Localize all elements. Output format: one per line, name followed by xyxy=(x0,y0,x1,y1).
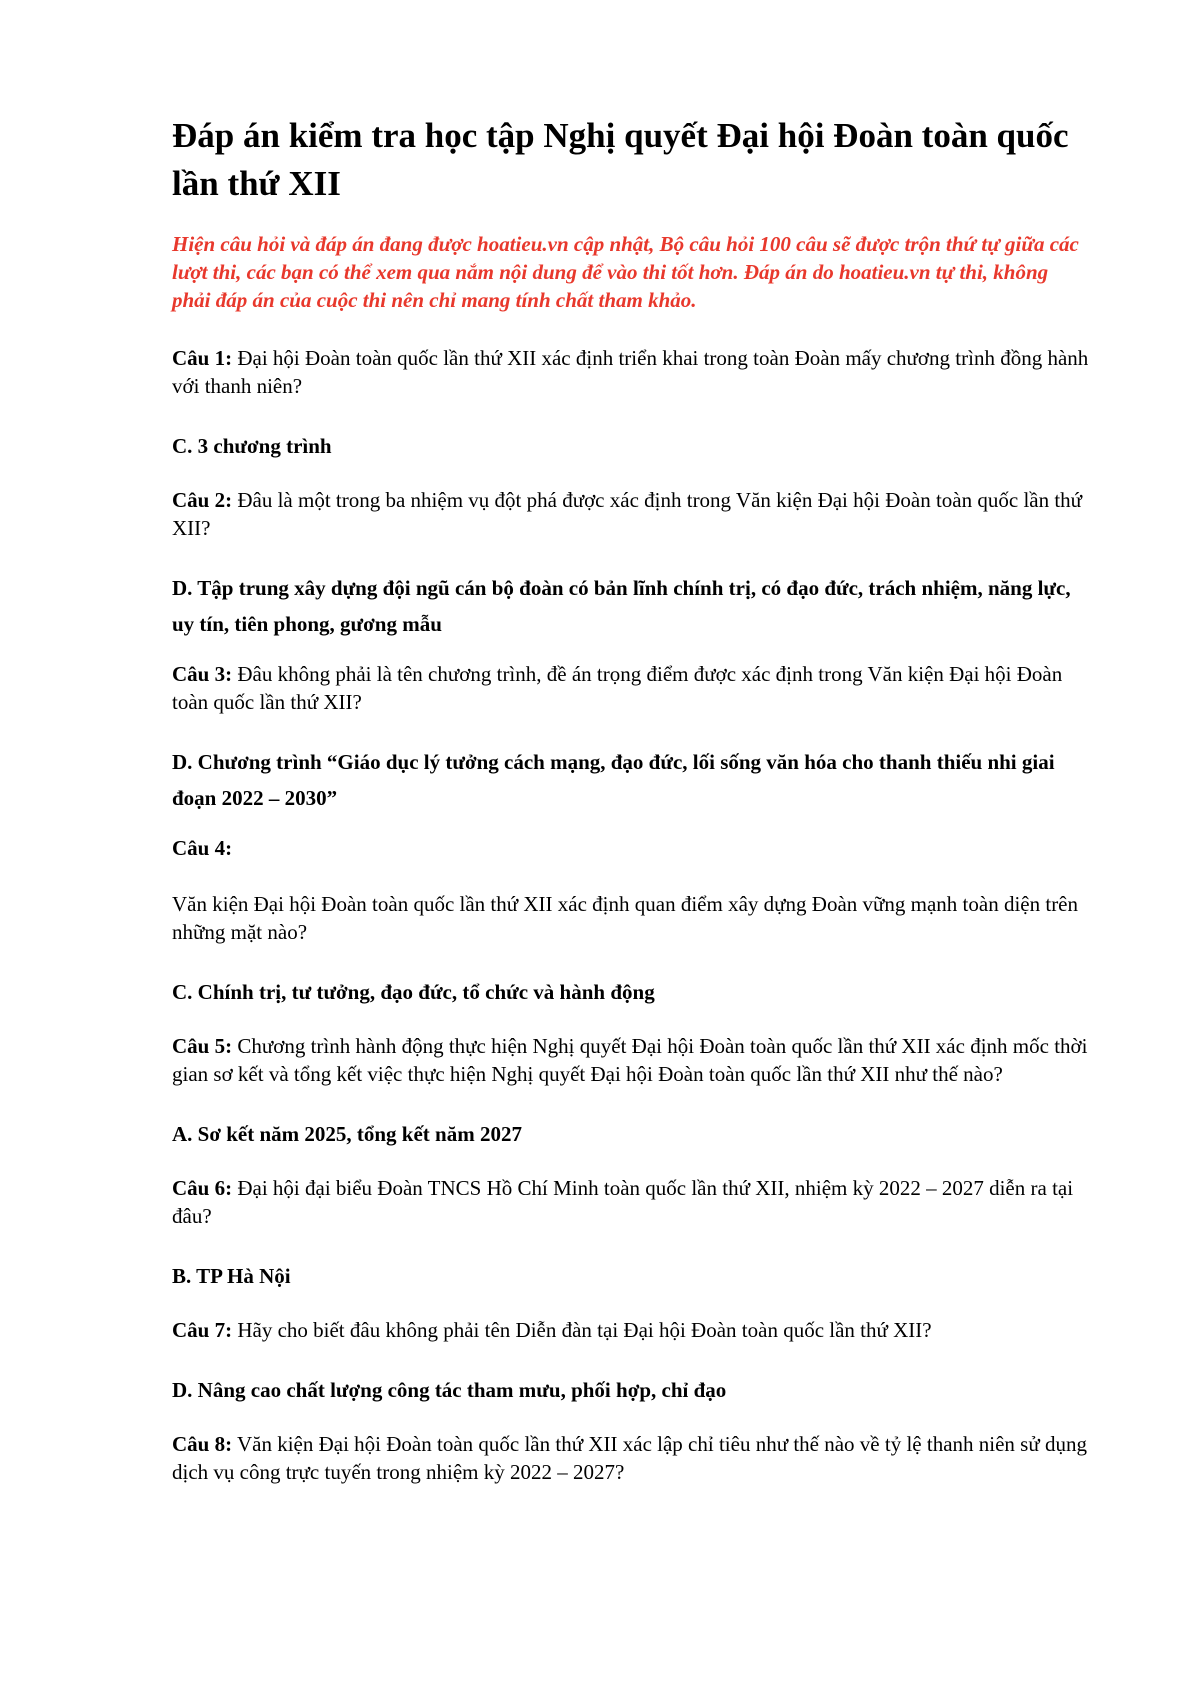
question-text: Đâu không phải là tên chương trình, đề án trọng điểm được xác định trong Văn kiện Đại hội Đoàn toàn quốc lần thứ XII? xyxy=(172,662,1063,714)
answer-7: D. Nâng cao chất lượng công tác tham mưu, phối hợp, chỉ đạo xyxy=(172,1378,727,1402)
question-label: Câu 2: xyxy=(172,488,233,512)
question-3 xyxy=(172,660,1090,716)
question-1 xyxy=(172,344,1090,400)
question-label: Câu 5: xyxy=(172,1034,233,1058)
answer-1: C. 3 chương trình xyxy=(172,434,332,458)
question-label: Câu 6: xyxy=(172,1176,233,1200)
question-8 xyxy=(172,1430,1090,1486)
intro-note: Hiện câu hỏi và đáp án đang được hoatieu.vn cập nhật, Bộ câu hỏi 100 câu sẽ được trộn thứ tự giữa các lượt thi, các bạn có thể xem qua nắm nội dung để vào thi tốt hơn. Đáp án do hoatieu.vn tự thi, không phải đáp án của cuộc thi nên chỉ mang tính chất tham khảo. xyxy=(172,232,1079,312)
question-4: Văn kiện Đại hội Đoàn toàn quốc lần thứ XII xác định quan điểm xây dựng Đoàn vững mạnh toàn diện trên những mặt nào? xyxy=(172,892,1079,944)
question-text: Đại hội Đoàn toàn quốc lần thứ XII xác định triển khai trong toàn Đoàn mấy chương trình đồng hành với thanh niên? xyxy=(172,346,1089,398)
question-label: Câu 1: xyxy=(172,346,233,370)
question-text: Văn kiện Đại hội Đoàn toàn quốc lần thứ XII xác lập chỉ tiêu như thế nào về tỷ lệ thanh niên sử dụng dịch vụ công trực tuyến trong nhiệm kỳ 2022 – 2027? xyxy=(172,1432,1087,1484)
question-text: Đại hội đại biểu Đoàn TNCS Hồ Chí Minh toàn quốc lần thứ XII, nhiệm kỳ 2022 – 2027 diễn ra tại đâu? xyxy=(172,1176,1074,1228)
document-title: Đáp án kiểm tra học tập Nghị quyết Đại hội Đoàn toàn quốc lần thứ XII xyxy=(172,116,1069,203)
question-4-label: Câu 4: xyxy=(172,836,233,860)
document-page xyxy=(172,112,1090,1514)
question-5 xyxy=(172,1032,1090,1088)
question-2 xyxy=(172,486,1090,542)
answer-3: D. Chương trình “Giáo dục lý tưởng cách mạng, đạo đức, lối sống văn hóa cho thanh thiếu nhi giai đoạn 2022 – 2030” xyxy=(172,750,1055,810)
question-6 xyxy=(172,1174,1090,1230)
answer-6: B. TP Hà Nội xyxy=(172,1264,291,1288)
question-label: Câu 7: xyxy=(172,1318,233,1342)
answer-4: C. Chính trị, tư tưởng, đạo đức, tổ chức và hành động xyxy=(172,980,655,1004)
question-text: Hãy cho biết đâu không phải tên Diễn đàn tại Đại hội Đoàn toàn quốc lần thứ XII? xyxy=(232,1318,932,1342)
answer-5: A. Sơ kết năm 2025, tổng kết năm 2027 xyxy=(172,1122,522,1146)
question-text: Chương trình hành động thực hiện Nghị quyết Đại hội Đoàn toàn quốc lần thứ XII xác định mốc thời gian sơ kết và tổng kết việc thực hiện Nghị quyết Đại hội Đoàn toàn quốc lần thứ XII như thế nào? xyxy=(172,1034,1088,1086)
question-label: Câu 3: xyxy=(172,662,233,686)
answer-2: D. Tập trung xây dựng đội ngũ cán bộ đoàn có bản lĩnh chính trị, có đạo đức, trách nhiệm, năng lực, uy tín, tiên phong, gương mẫu xyxy=(172,576,1071,636)
question-text: Đâu là một trong ba nhiệm vụ đột phá được xác định trong Văn kiện Đại hội Đoàn toàn quốc lần thứ XII? xyxy=(172,488,1083,540)
question-7 xyxy=(172,1316,1090,1344)
question-label: Câu 8: xyxy=(172,1432,233,1456)
